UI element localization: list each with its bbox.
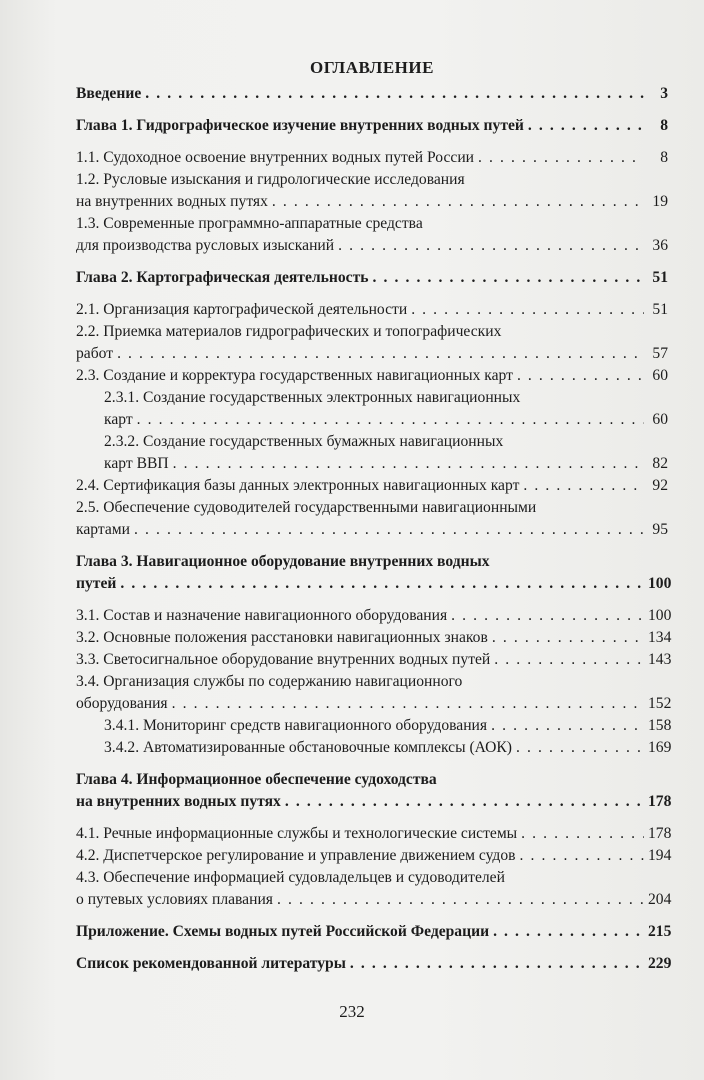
toc-entry-title: 3.1. Состав и назначение навигационного оборудования (76, 607, 448, 624)
toc-entry-title: 3.2. Основные положения расстановки навигационных знаков (76, 629, 488, 646)
toc-section-entry[interactable] (76, 147, 668, 169)
toc-section-entry[interactable] (76, 823, 672, 845)
toc-title: ОГЛАВЛЕНИЕ (310, 58, 434, 77)
toc-leader-dots (492, 627, 644, 649)
toc-entry-title: 4.1. Речные информационные службы и технологические системы (76, 825, 518, 842)
toc-entry-line (76, 147, 668, 169)
toc-leader-dots (373, 267, 645, 289)
toc-section-entry[interactable] (76, 299, 668, 321)
toc-page-number: 100 (648, 607, 672, 624)
toc-entry-title: карт ВВП (104, 455, 169, 472)
toc-page-number: 158 (648, 717, 672, 734)
toc-leader-dots (134, 519, 644, 541)
toc-page-number: 8 (660, 117, 668, 134)
toc-section-entry[interactable] (76, 321, 668, 365)
toc-page-number: 215 (648, 923, 672, 940)
toc-entry-title: 2.2. Приемка материалов гидрографических и топографических (76, 323, 502, 340)
toc-leader-dots (517, 365, 644, 387)
toc-section-entry[interactable] (76, 627, 672, 649)
toc-page-number: 95 (652, 521, 668, 538)
toc-entry-title: картами (76, 521, 130, 538)
toc-page-number: 60 (652, 411, 668, 428)
toc-page-number: 8 (660, 149, 668, 166)
toc-entry-title: для производства русловых изысканий (76, 237, 335, 254)
toc-leader-dots (350, 953, 644, 975)
toc-entry-line (76, 573, 672, 595)
toc-leader-dots (494, 649, 644, 671)
toc-entry-title: Приложение. Схемы водных путей Российской Федерации (76, 923, 490, 940)
toc-entry-title: 3.3. Светосигнальное оборудование внутренних водных путей (76, 651, 491, 668)
toc-entry-line (76, 519, 668, 541)
toc-entry-title: 1.3. Современные программно-аппаратные средства (76, 215, 423, 232)
toc-entry-title: на внутренних водных путях (76, 193, 268, 210)
toc-entry-line (76, 235, 668, 257)
toc-entry-line (104, 715, 672, 737)
toc-entry-title: 3.4.1. Мониторинг средств навигационного оборудования (104, 717, 488, 734)
toc-entry-title: 2.3. Создание и корректура государственных навигационных карт (76, 367, 513, 384)
table-of-contents (76, 57, 672, 975)
toc-entry-line (76, 497, 668, 519)
toc-leader-dots (411, 299, 644, 321)
toc-entry-line (76, 921, 672, 943)
toc-page-number: 178 (648, 793, 672, 810)
toc-leader-dots (493, 921, 644, 943)
toc-entry-line (76, 365, 668, 387)
toc-section-entry[interactable] (76, 649, 672, 671)
toc-section-entry[interactable] (76, 867, 672, 911)
toc-leader-dots (285, 791, 644, 813)
toc-entry-title: на внутренних водных путях (76, 793, 281, 810)
toc-section-entry[interactable] (76, 365, 668, 387)
toc-chapter-entry[interactable] (76, 769, 672, 813)
toc-entry-title: 2.5. Обеспечение судоводителей государственными навигационными (76, 499, 537, 516)
toc-leader-dots (523, 475, 644, 497)
toc-list (76, 83, 672, 975)
toc-entry-title: 4.2. Диспетчерское регулирование и управление движением судов (76, 847, 516, 864)
toc-entry-title: путей (76, 575, 117, 592)
toc-page-number: 51 (652, 301, 668, 318)
toc-entry-line (104, 453, 668, 475)
toc-entry-line (76, 321, 668, 343)
toc-entry-title: работ (76, 345, 114, 362)
page-number: 232 (339, 1002, 365, 1021)
toc-page-number: 60 (652, 367, 668, 384)
toc-entry-title: 2.3.2. Создание государственных бумажных навигационных (104, 433, 504, 450)
toc-leader-dots (137, 409, 644, 431)
toc-section-entry[interactable] (76, 671, 672, 715)
toc-leader-dots (272, 191, 644, 213)
toc-leader-dots (478, 147, 644, 169)
toc-entry-title: о путевых условиях плавания (76, 891, 273, 908)
toc-leader-dots (172, 693, 644, 715)
toc-entry-line (76, 845, 672, 867)
toc-chapter-entry[interactable] (76, 115, 668, 137)
toc-page-number: 204 (648, 891, 672, 908)
toc-page-number: 100 (648, 575, 672, 592)
toc-page-number: 57 (652, 345, 668, 362)
toc-page-number: 229 (648, 955, 672, 972)
toc-entry-line (76, 213, 668, 235)
toc-leader-dots (338, 235, 644, 257)
toc-entry-title: 1.2. Русловые изыскания и гидрологические исследования (76, 171, 465, 188)
toc-leader-dots (528, 115, 644, 137)
toc-section-entry[interactable] (76, 497, 668, 541)
toc-chapter-entry[interactable] (76, 83, 668, 105)
toc-entry-title: оборудования (76, 695, 168, 712)
toc-entry-title: 1.1. Судоходное освоение внутренних водных путей России (76, 149, 475, 166)
toc-entry-line (76, 299, 668, 321)
toc-entry-line (76, 867, 668, 889)
toc-entry-title: Глава 2. Картографическая деятельность (76, 269, 369, 286)
toc-entry-line (104, 431, 668, 453)
toc-page-number: 36 (652, 237, 668, 254)
toc-entry-line (104, 387, 668, 409)
toc-entry-line (76, 671, 668, 693)
toc-page-number: 152 (648, 695, 672, 712)
toc-page-number: 3 (660, 85, 668, 102)
toc-entry-title: Введение (76, 85, 142, 102)
toc-section-entry[interactable] (76, 475, 668, 497)
toc-leader-dots (516, 737, 644, 759)
toc-section-entry[interactable] (76, 169, 668, 213)
toc-leader-dots (117, 343, 644, 365)
toc-entry-line (76, 115, 668, 137)
toc-entry-title: Глава 3. Навигационное оборудование внутренних водных (76, 553, 490, 570)
toc-entry-line (76, 769, 668, 791)
toc-page-number: 82 (652, 455, 668, 472)
toc-entry-title: карт (104, 411, 133, 428)
toc-subsection-entry[interactable] (76, 737, 672, 759)
toc-leader-dots (120, 573, 644, 595)
toc-entry-line (76, 693, 672, 715)
toc-page-number: 194 (648, 847, 672, 864)
toc-chapter-entry[interactable] (76, 953, 672, 975)
toc-page-number: 134 (648, 629, 672, 646)
toc-entry-line (76, 889, 672, 911)
toc-entry-line (76, 627, 672, 649)
toc-chapter-entry[interactable] (76, 267, 668, 289)
toc-leader-dots (491, 715, 644, 737)
toc-entry-title: 3.4. Организация службы по содержанию навигационного (76, 673, 463, 690)
toc-leader-dots (520, 845, 645, 867)
toc-page-number: 169 (648, 739, 672, 756)
toc-chapter-entry[interactable] (76, 551, 672, 595)
toc-entry-line (76, 551, 668, 573)
toc-leader-dots (173, 453, 644, 475)
toc-entry-title: 4.3. Обеспечение информацией судовладельцев и судоводителей (76, 869, 505, 886)
toc-subsection-entry[interactable] (76, 431, 668, 475)
toc-entry-line (76, 343, 668, 365)
toc-entry-line (104, 737, 672, 759)
toc-entry-line (76, 605, 672, 627)
toc-entry-line (76, 191, 668, 213)
toc-section-entry[interactable] (76, 605, 672, 627)
toc-entry-line (76, 823, 672, 845)
toc-entry-line (76, 169, 668, 191)
toc-entry-line (76, 475, 668, 497)
toc-page-number: 92 (652, 477, 668, 494)
toc-page-number: 143 (648, 651, 672, 668)
toc-section-entry[interactable] (76, 845, 672, 867)
toc-page-number: 19 (652, 193, 668, 210)
toc-entry-line (76, 791, 672, 813)
toc-entry-title: Глава 4. Информационное обеспечение судоходства (76, 771, 437, 788)
toc-section-entry[interactable] (76, 213, 668, 257)
toc-entry-line (76, 83, 668, 105)
toc-entry-title: 3.4.2. Автоматизированные обстановочные комплексы (АОК) (104, 739, 513, 756)
toc-leader-dots (521, 823, 644, 845)
toc-entry-title: 2.3.1. Создание государственных электронных навигационных (104, 389, 521, 406)
toc-page-number: 178 (648, 825, 672, 842)
toc-chapter-entry[interactable] (76, 921, 672, 943)
toc-subsection-entry[interactable] (76, 387, 668, 431)
toc-subsection-entry[interactable] (76, 715, 672, 737)
toc-entry-title: Список рекомендованной литературы (76, 955, 346, 972)
toc-entry-title: 2.1. Организация картографической деятельности (76, 301, 408, 318)
toc-entry-title: 2.4. Сертификация базы данных электронных навигационных карт (76, 477, 520, 494)
toc-entry-line (76, 953, 672, 975)
toc-leader-dots (451, 605, 644, 627)
toc-page-number: 51 (652, 269, 668, 286)
toc-leader-dots (277, 889, 644, 911)
toc-leader-dots (145, 83, 644, 105)
toc-entry-title: Глава 1. Гидрографическое изучение внутренних водных путей (76, 117, 524, 134)
toc-entry-line (76, 267, 668, 289)
toc-entry-line (76, 649, 672, 671)
toc-entry-line (104, 409, 668, 431)
